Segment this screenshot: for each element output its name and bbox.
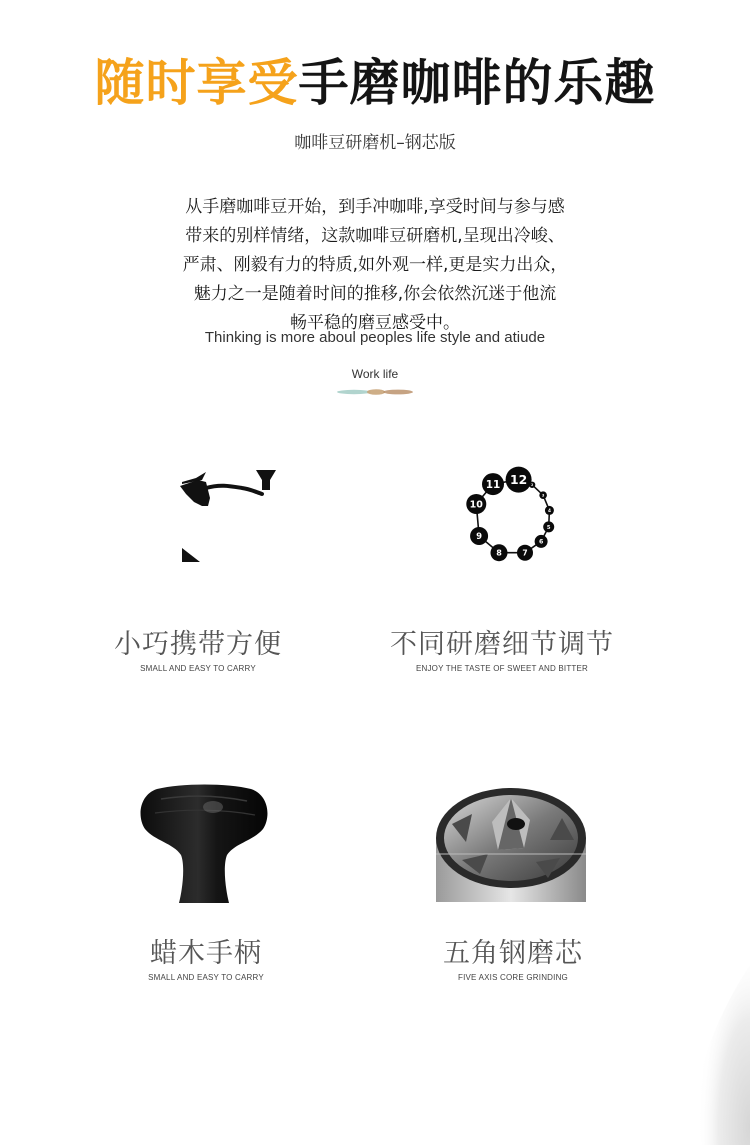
dial-number: 4 bbox=[547, 508, 551, 514]
product-subtitle: 咖啡豆研磨机–钢芯版 bbox=[294, 133, 456, 153]
dial-number: 5 bbox=[546, 524, 551, 531]
feature-caption: SMALL AND EASY TO CARRY bbox=[148, 973, 264, 982]
intro-paragraph bbox=[150, 193, 600, 338]
feature-grind-adjust bbox=[352, 628, 652, 673]
dial-number: 8 bbox=[496, 548, 502, 558]
dial-number: 9 bbox=[476, 532, 483, 543]
corner-decoration-icon bbox=[640, 965, 750, 1145]
feature-title: 蜡木手柄 bbox=[150, 938, 262, 969]
dial-number: 11 bbox=[485, 478, 501, 491]
feature-title: 不同研磨细节调节 bbox=[390, 629, 614, 660]
feature-steel-burr bbox=[363, 937, 663, 982]
dial-number: 2 bbox=[531, 482, 534, 487]
steel-burr-icon bbox=[432, 784, 590, 902]
feature-title: 小巧携带方便 bbox=[114, 629, 282, 660]
page-title bbox=[0, 52, 750, 114]
intro-line: 严肃、刚毅有力的特质,如外观一样,更是实力出众， bbox=[182, 255, 568, 275]
dial-number: 3 bbox=[541, 493, 545, 498]
hand-grinder-icon bbox=[172, 462, 284, 570]
grind-dial-icon bbox=[450, 465, 560, 570]
feature-caption: FIVE AXIS CORE GRINDING bbox=[458, 973, 568, 982]
intro-line: 魅力之一是随着时间的推移,你会依然沉迷于他流 bbox=[193, 284, 557, 304]
work-life-tag: Work life bbox=[351, 367, 399, 381]
feature-portable bbox=[48, 628, 348, 673]
intro-line: 带来的别样情绪，这款咖啡豆研磨机,呈现出冷峻、 bbox=[185, 226, 565, 246]
feature-caption: SMALL AND EASY TO CARRY bbox=[140, 664, 256, 673]
feature-wood-handle bbox=[56, 937, 356, 982]
title-highlight: 随时享受 bbox=[94, 54, 299, 112]
feature-title: 五角钢磨芯 bbox=[443, 938, 583, 969]
intro-line: 畅平稳的磨豆感受中。 bbox=[290, 313, 460, 333]
english-tagline: Thinking is more aboul peoples life style and atiude bbox=[204, 329, 546, 346]
title-rest: 手磨咖啡的乐趣 bbox=[298, 54, 656, 112]
intro-line: 从手磨咖啡豆开始，到手冲咖啡,享受时间与参与感 bbox=[185, 197, 565, 217]
wooden-knob-icon bbox=[137, 783, 271, 903]
dial-number: 6 bbox=[538, 538, 544, 546]
feature-caption: ENJOY THE TASTE OF SWEET AND BITTER bbox=[415, 664, 589, 673]
dial-number: 10 bbox=[469, 499, 483, 511]
brush-divider-icon bbox=[336, 387, 416, 397]
dial-number: 7 bbox=[522, 548, 528, 558]
dial-number: 12 bbox=[510, 473, 528, 488]
